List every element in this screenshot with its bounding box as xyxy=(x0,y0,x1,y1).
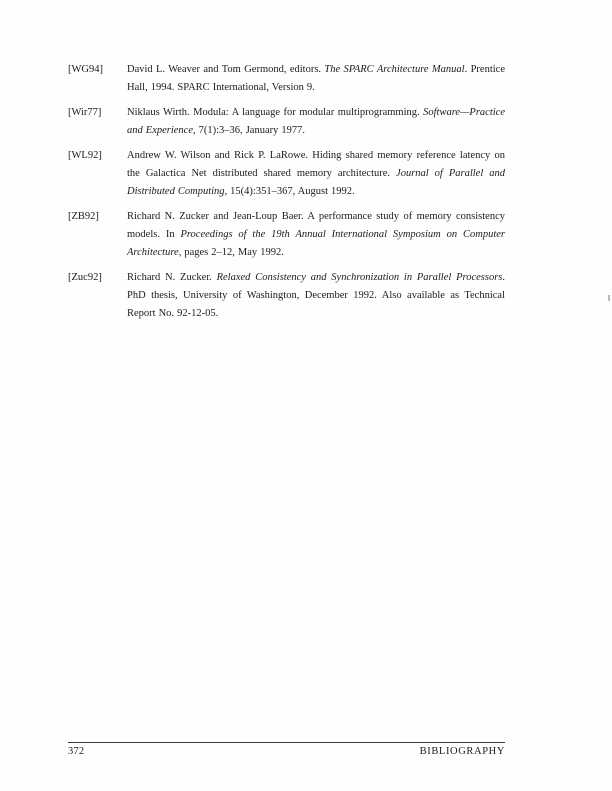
page-footer xyxy=(68,742,505,758)
citation-key: [ZB92] xyxy=(68,211,99,222)
citation-text xyxy=(127,147,505,201)
citation-text-roman: . PhD thesis, University of Washington, December 1992. Also available as Technical Report No. 92-12-05. xyxy=(127,272,505,319)
citation-key: [WG94] xyxy=(68,64,103,75)
citation-text xyxy=(127,104,505,140)
page-number: 372 xyxy=(68,746,85,757)
citation-title-italic: Journal of Parallel and Distributed Computing xyxy=(127,168,505,197)
citation-text-roman: , 7(1):3–36, January 1977. xyxy=(193,125,306,136)
citation-title-italic: Software—Practice and Experience xyxy=(127,107,505,136)
bibliography-entry xyxy=(68,61,505,97)
citation-text-roman: , pages 2–12, May 1992. xyxy=(178,247,284,258)
citation-key: [Zuc92] xyxy=(68,272,102,283)
citation-text-roman: Niklaus Wirth. Modula: A language for modular multiprogramming. xyxy=(127,107,424,118)
citation-text xyxy=(127,61,505,97)
bibliography-entry xyxy=(68,147,505,201)
scan-artifact xyxy=(608,295,610,301)
citation-text xyxy=(127,269,505,323)
citation-title-italic: Proceedings of the 19th Annual International Symposium on Computer Architecture xyxy=(127,229,505,258)
running-head: BIBLIOGRAPHY xyxy=(419,746,505,757)
bibliography-entry xyxy=(68,269,505,323)
citation-text-roman: Richard N. Zucker. xyxy=(127,272,217,283)
citation-title-italic: Relaxed Consistency and Synchronization in Parallel Processors xyxy=(216,272,503,283)
bibliography-entry xyxy=(68,104,505,140)
citation-text-roman: Andrew W. Wilson and Rick P. LaRowe. Hiding shared memory reference latency on the Galactica Net distributed shared memory architecture. xyxy=(127,150,505,179)
citation-text-roman: David L. Weaver and Tom Germond, editors. xyxy=(127,64,325,75)
citation-title-italic: The SPARC Architecture Manual xyxy=(324,64,465,75)
citation-text-roman: Richard N. Zucker and Jean-Loup Baer. A performance study of memory consistency models. In xyxy=(127,211,505,240)
citation-key: [WL92] xyxy=(68,150,102,161)
citation-text-roman: , 15(4):351–367, August 1992. xyxy=(224,186,355,197)
bibliography-entry xyxy=(68,208,505,262)
citation-text xyxy=(127,208,505,262)
citation-text-roman: . Prentice Hall, 1994. SPARC International, Version 9. xyxy=(127,64,505,93)
citation-key: [Wir77] xyxy=(68,107,102,118)
bibliography-list xyxy=(68,61,505,330)
